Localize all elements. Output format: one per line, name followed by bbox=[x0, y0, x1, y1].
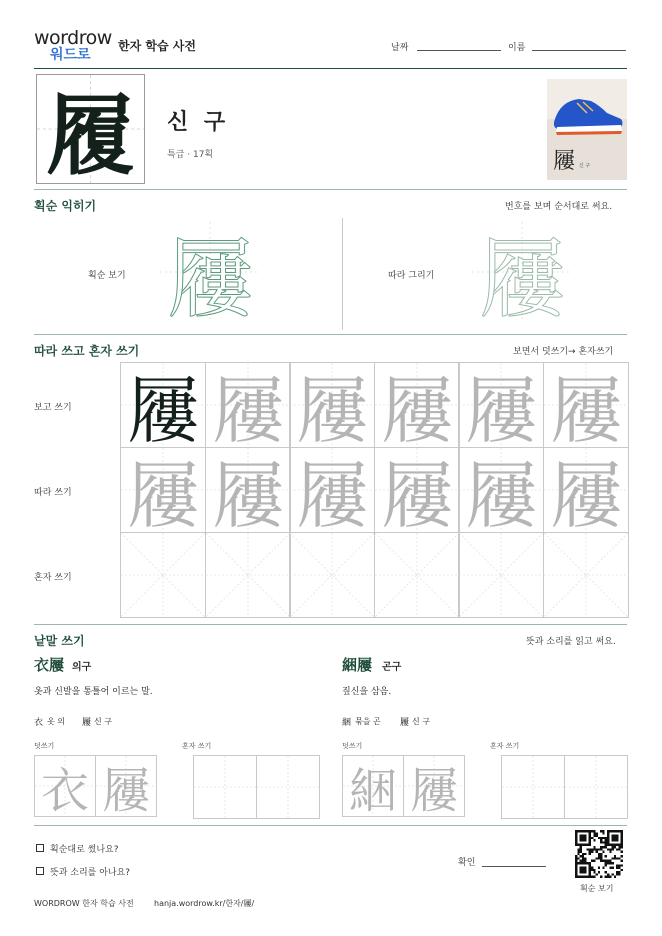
self-label: 혼자 쓰기 bbox=[182, 742, 212, 750]
practice-grid bbox=[120, 362, 627, 617]
hero-photo bbox=[547, 79, 627, 180]
stroke-trace-label: 따라 그리기 bbox=[388, 271, 435, 281]
gloss-text: 옷 의 bbox=[47, 717, 65, 726]
practice-cell[interactable] bbox=[205, 532, 291, 618]
stroke-view-label: 획순 보기 bbox=[88, 271, 126, 281]
stroke-divider bbox=[34, 334, 627, 335]
footer-url[interactable]: hanja.wordrow.kr/한자/屨/ bbox=[154, 899, 255, 908]
photo-hanja: 屨 bbox=[553, 149, 576, 174]
name-field[interactable] bbox=[532, 50, 626, 51]
gloss-char: 屨 bbox=[400, 718, 410, 728]
gloss-text: 묶을 곤 bbox=[355, 717, 381, 726]
practice-cell[interactable] bbox=[289, 532, 375, 618]
hero-meta: 특급 · 17획 bbox=[167, 150, 214, 160]
guide-lines bbox=[375, 533, 459, 617]
trace-label: 덧쓰기 bbox=[342, 742, 363, 750]
cell-character: 綑 bbox=[348, 762, 397, 817]
cell-character: 屨 bbox=[295, 454, 368, 533]
check-meaning-sound-label: 뜻과 소리를 아나요? bbox=[50, 868, 131, 878]
word-2-grid bbox=[342, 755, 627, 819]
check-stroke-order-label: 획순대로 썼나요? bbox=[50, 845, 119, 855]
guide-lines bbox=[194, 756, 256, 818]
word-hanja: 衣屨 bbox=[34, 656, 65, 674]
word-trace-cell[interactable] bbox=[403, 755, 465, 817]
gloss-char: 屨 bbox=[82, 718, 92, 728]
practice-cell[interactable] bbox=[374, 362, 460, 448]
cell-character: 衣 bbox=[40, 762, 89, 817]
guide-lines bbox=[290, 533, 374, 617]
confirm-field[interactable] bbox=[482, 866, 546, 867]
hero-reading: 신 구 bbox=[167, 110, 230, 135]
practice-cell[interactable] bbox=[120, 362, 206, 448]
word-hanja: 綑屨 bbox=[342, 656, 373, 674]
word-reading: 의구 bbox=[72, 662, 92, 673]
practice-cell[interactable] bbox=[374, 447, 460, 533]
date-field[interactable] bbox=[417, 50, 501, 51]
header-divider bbox=[34, 68, 627, 69]
practice-cell[interactable] bbox=[289, 362, 375, 448]
word-trace-cell[interactable] bbox=[34, 755, 96, 817]
practice-divider bbox=[34, 624, 627, 625]
stroke-section-hint: 번호를 보며 순서대로 써요. bbox=[505, 202, 613, 212]
qr-code-icon bbox=[575, 830, 623, 878]
trace-label: 덧쓰기 bbox=[34, 742, 55, 750]
stroke-section-title: 획순 익히기 bbox=[34, 199, 97, 213]
words-divider bbox=[34, 825, 627, 826]
cell-character: 屨 bbox=[380, 454, 453, 533]
gloss-text: 신 구 bbox=[412, 717, 430, 726]
word-self-cell[interactable] bbox=[564, 755, 628, 819]
stroke-order-character: 屨 bbox=[167, 230, 253, 330]
cell-character: 屨 bbox=[380, 369, 453, 448]
gloss-char: 衣 bbox=[34, 718, 44, 728]
gloss-text: 신 구 bbox=[94, 717, 112, 726]
word-meaning: 짚신을 삼음. bbox=[342, 687, 392, 697]
cell-character: 屨 bbox=[295, 369, 368, 448]
practice-cell[interactable] bbox=[543, 362, 629, 448]
words-section-title: 낱말 쓰기 bbox=[34, 634, 85, 648]
word-reading: 곤구 bbox=[382, 662, 402, 673]
photo-caption: 신 구 bbox=[579, 163, 591, 169]
practice-cell[interactable] bbox=[458, 362, 544, 448]
practice-cell[interactable] bbox=[543, 532, 629, 618]
hero-divider bbox=[34, 189, 627, 190]
guide-lines bbox=[206, 533, 290, 617]
footer-brand: WORDROW 한자 학습 사전 bbox=[34, 899, 134, 908]
word-trace-cell[interactable] bbox=[95, 755, 157, 817]
row-label-view: 보고 쓰기 bbox=[34, 403, 72, 413]
logo-korean: 워드로 bbox=[50, 47, 91, 63]
word-self-cell[interactable] bbox=[256, 755, 320, 819]
hero-character-box bbox=[36, 74, 145, 184]
row-label-trace: 따라 쓰기 bbox=[34, 488, 72, 498]
self-label: 혼자 쓰기 bbox=[490, 742, 520, 750]
qr-label: 획순 보기 bbox=[580, 884, 614, 893]
row-label-self: 혼자 쓰기 bbox=[34, 573, 72, 583]
practice-cell[interactable] bbox=[205, 362, 291, 448]
practice-cell[interactable] bbox=[120, 447, 206, 533]
hero-character: 履 bbox=[46, 83, 135, 184]
word-trace-cell[interactable] bbox=[342, 755, 404, 817]
cell-character: 屨 bbox=[549, 369, 622, 448]
gloss-char: 綑 bbox=[342, 718, 352, 728]
logo bbox=[34, 28, 114, 64]
word-self-cell[interactable] bbox=[501, 755, 565, 819]
word-self-cell[interactable] bbox=[193, 755, 257, 819]
cell-character: 屨 bbox=[126, 369, 199, 448]
header-title: 한자 학습 사전 bbox=[118, 39, 196, 53]
check-stroke-order[interactable] bbox=[36, 844, 44, 852]
name-label: 이름 bbox=[508, 43, 526, 53]
cell-character: 屨 bbox=[464, 454, 537, 533]
cell-character: 屨 bbox=[549, 454, 622, 533]
guide-lines bbox=[544, 533, 628, 617]
date-label: 날짜 bbox=[391, 43, 409, 53]
guide-lines bbox=[459, 533, 543, 617]
practice-cell[interactable] bbox=[458, 447, 544, 533]
words-section-hint: 뜻과 소리를 읽고 써요. bbox=[526, 637, 616, 647]
practice-section-hint: 보면서 덧쓰기→ 혼자쓰기 bbox=[513, 347, 614, 357]
word-meaning: 옷과 신발을 통틀어 이르는 말. bbox=[34, 687, 153, 697]
cell-character: 屨 bbox=[464, 369, 537, 448]
practice-cell[interactable] bbox=[458, 532, 544, 618]
cell-character: 屨 bbox=[211, 454, 284, 533]
practice-cell[interactable] bbox=[120, 532, 206, 618]
qr-code[interactable] bbox=[575, 830, 623, 878]
guide-lines bbox=[257, 756, 319, 818]
check-meaning-sound[interactable] bbox=[36, 867, 44, 875]
cell-character: 屨 bbox=[101, 762, 150, 817]
practice-cell[interactable] bbox=[543, 447, 629, 533]
guide-lines bbox=[121, 533, 205, 617]
stroke-section-divider bbox=[342, 218, 343, 330]
guide-lines bbox=[502, 756, 564, 818]
stroke-order-diagram bbox=[160, 222, 260, 330]
stroke-trace-diagram[interactable] bbox=[472, 222, 572, 330]
practice-cell[interactable] bbox=[289, 447, 375, 533]
cell-character: 屨 bbox=[211, 369, 284, 448]
cell-character: 屨 bbox=[126, 454, 199, 533]
word-1-grid bbox=[34, 755, 319, 819]
logo-wordmark: wordrow bbox=[34, 27, 112, 49]
practice-cell[interactable] bbox=[374, 532, 460, 618]
confirm-label: 확인 bbox=[458, 858, 476, 868]
guide-lines bbox=[565, 756, 627, 818]
cell-character: 屨 bbox=[409, 762, 458, 817]
stroke-trace-character: 屨 bbox=[479, 230, 565, 330]
practice-section-title: 따라 쓰고 혼자 쓰기 bbox=[34, 344, 140, 358]
practice-cell[interactable] bbox=[205, 447, 291, 533]
